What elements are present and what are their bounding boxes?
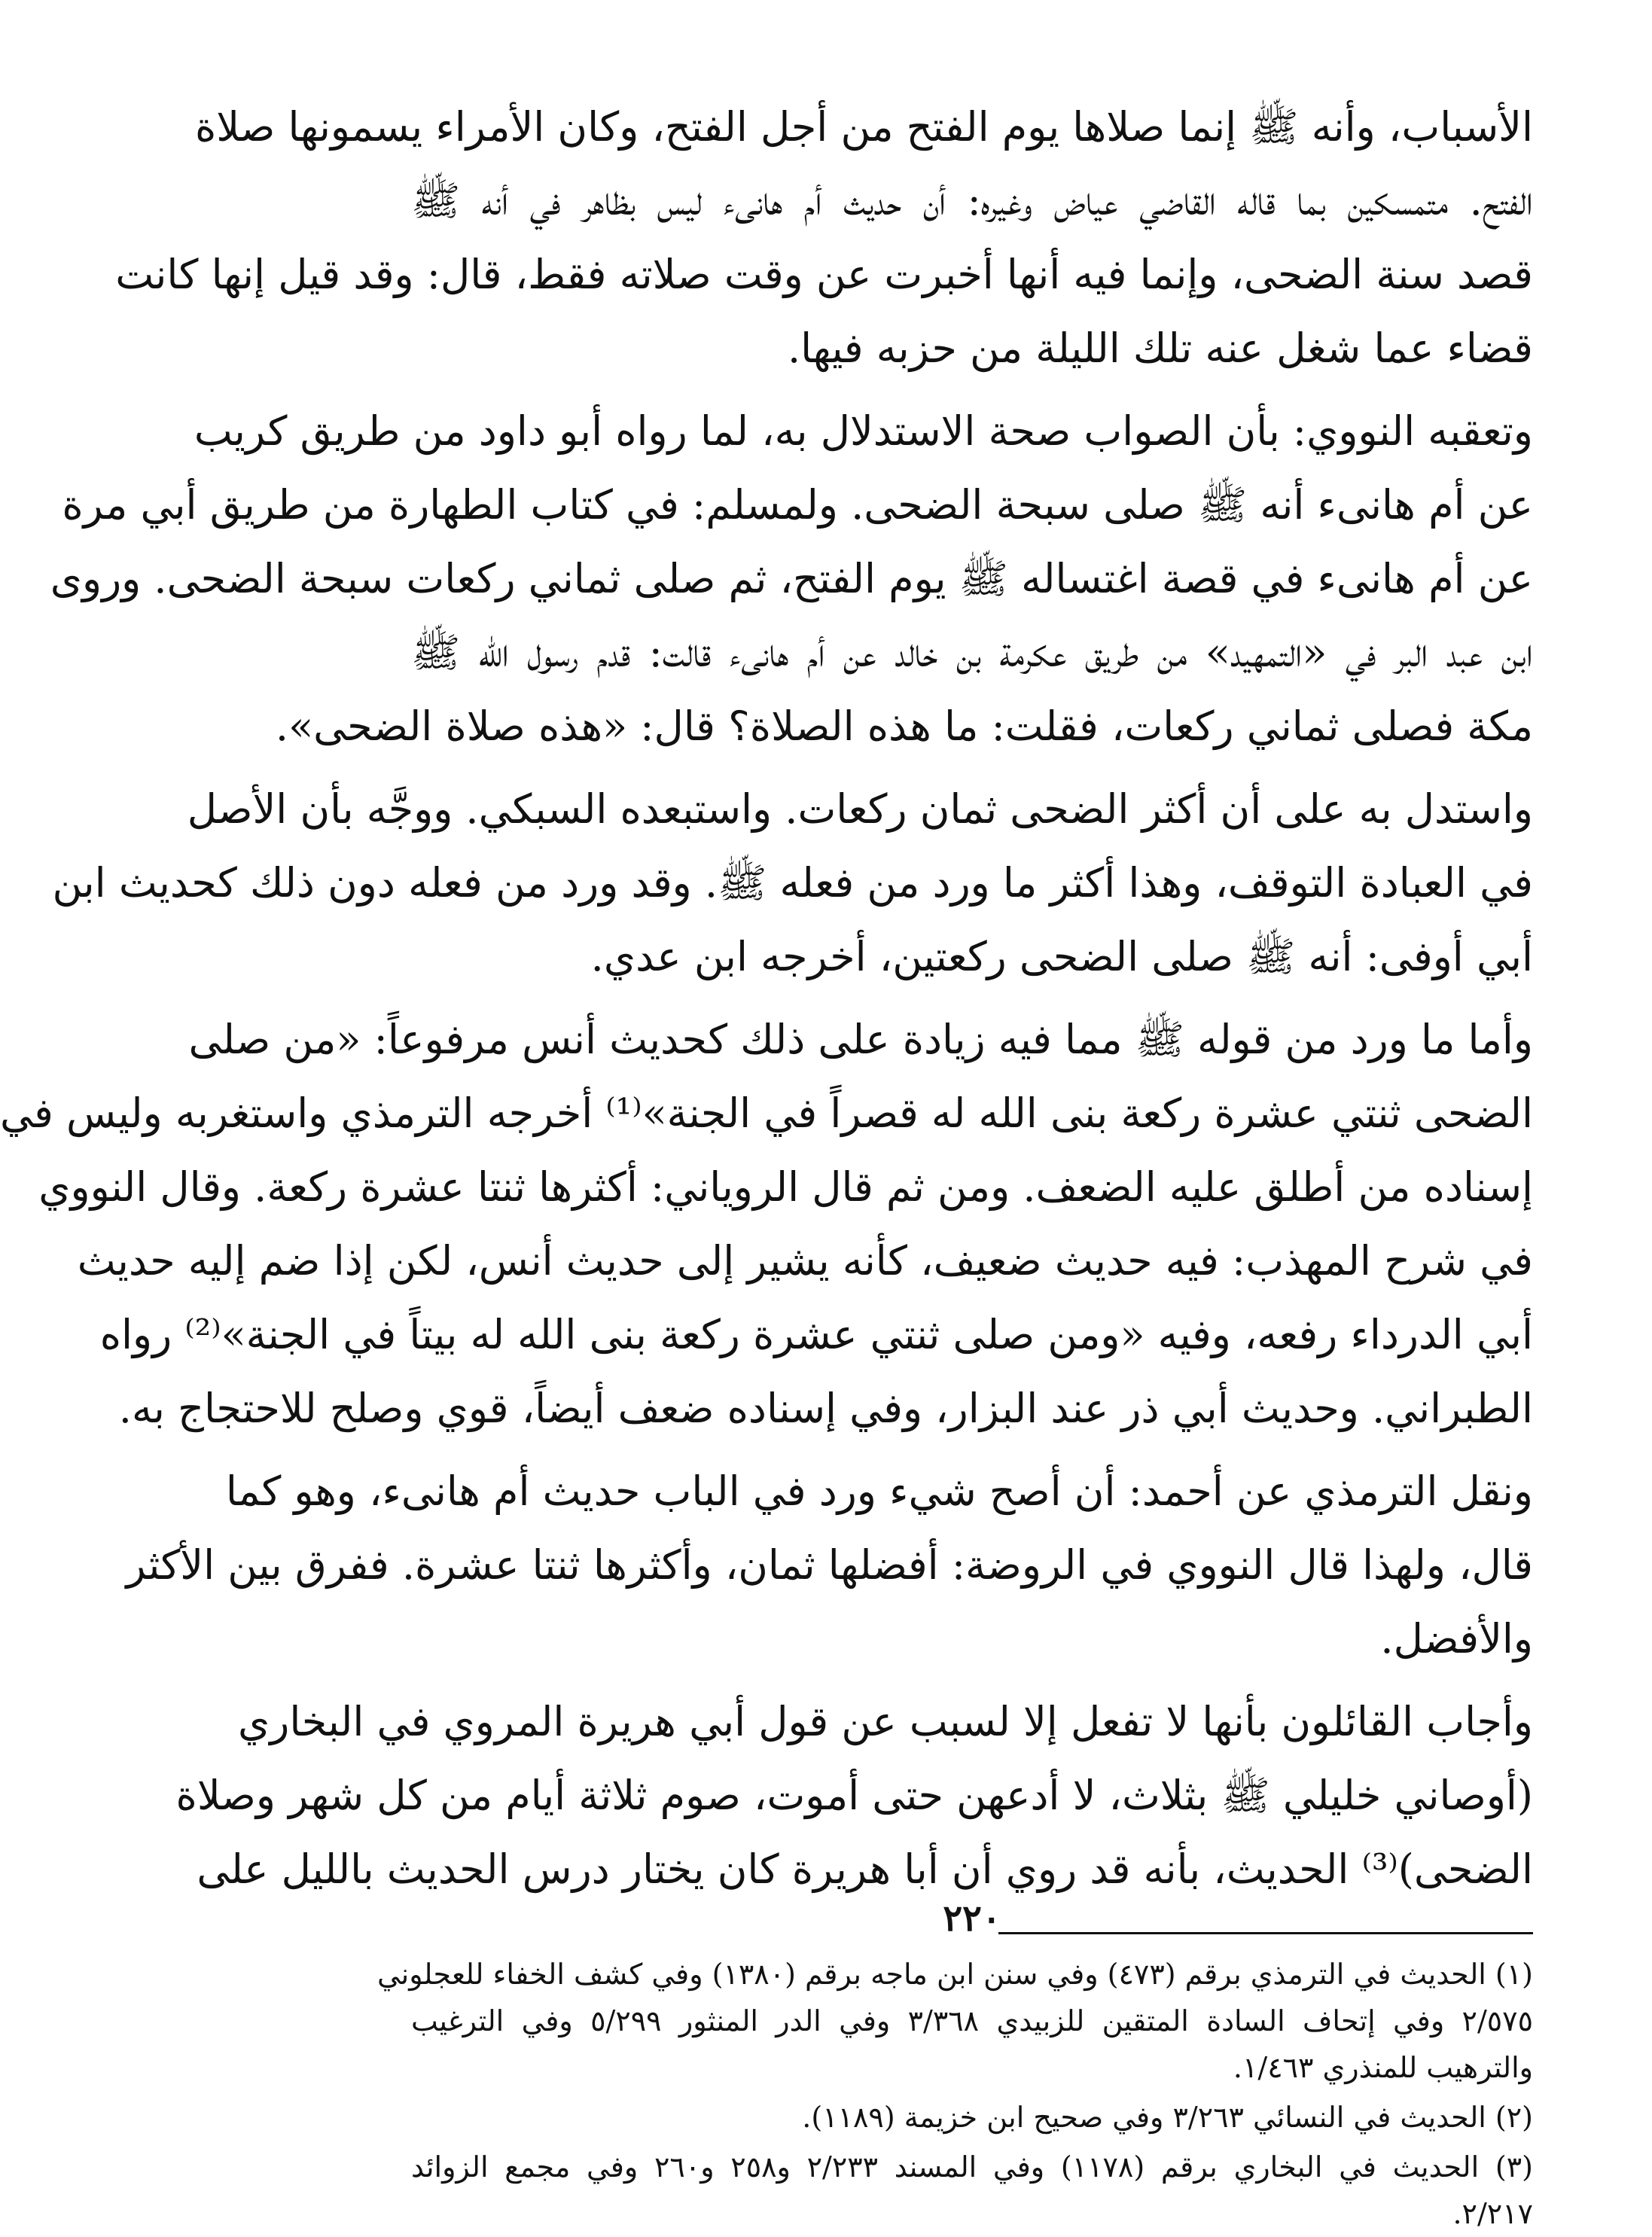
text-line: أبي أوفى: أنه ﷺ صلى الضحى ركعتين، أخرجه ابن عدي. bbox=[590, 933, 1533, 980]
footnote-line: (١) الحديث في الترمذي برقم (٤٧٣) وفي سنن ابن ماجه برقم (١٣٨٠) وفي كشف الخفاء للعجلوني bbox=[376, 1958, 1533, 1991]
footnotes bbox=[376, 1951, 1533, 2237]
text-line: الأسباب، وأنه ﷺ إنما صلاها يوم الفتح من أجل الفتح، وكان الأمراء يسمونها صلاة bbox=[194, 103, 1533, 151]
text-line: (أوصاني خليلي ﷺ بثلاث، لا أدعهن حتى أموت، صوم ثلاثة أيام من كل شهر وصلاة bbox=[175, 1772, 1533, 1819]
text-line: والأفضل. bbox=[1380, 1615, 1533, 1663]
text-line: قصد سنة الضحى، وإنما فيه أنها أخبرت عن وقت صلاته فقط، قال: وقد قيل إنها كانت bbox=[115, 251, 1533, 298]
text-line: مكة فصلى ثماني ركعات، فقلت: ما هذه الصلاة؟ قال: «هذه صلاة الضحى». bbox=[275, 702, 1533, 750]
footnote-line: والترهيب للمنذري ١/٤٦٣. bbox=[1233, 2051, 1533, 2084]
text-line: في شرح المهذب: فيه حديث ضعيف، كأنه يشير إلى حديث أنس، لكن إذا ضم إليه حديث bbox=[77, 1237, 1533, 1285]
text-line: أبي الدرداء رفعه، وفيه «ومن صلى ثنتي عشرة ركعة بنى الله له بيتاً في الجنة»⁽²⁾ رواه bbox=[99, 1311, 1533, 1358]
text-line: الطبراني. وحديث أبي ذر عند البزار، وفي إسناده ضعف أيضاً، قوي وصلح للاحتجاج به. bbox=[118, 1385, 1533, 1432]
text-line: ابن عبد البر في «التمهيد» من طريق عكرمة بن خالد عن أم هانىء قالت: قدم رسول الله ﷺ bbox=[411, 629, 1533, 676]
footnote-line: ٢/٢١٧. bbox=[1452, 2197, 1533, 2230]
footnote-line: (٢) الحديث في النسائي ٣/٢٦٣ وفي صحيح ابن خزيمة (١١٨٩). bbox=[802, 2101, 1533, 2134]
text-line: عن أم هانىء في قصة اغتساله ﷺ يوم الفتح، ثم صلى ثماني ركعات سبحة الضحى. وروى bbox=[50, 555, 1533, 602]
text-line: واستدل به على أن أكثر الضحى ثمان ركعات. واستبعده السبكي. ووجَّه بأن الأصل bbox=[187, 785, 1533, 833]
footnote-line: (٣) الحديث في البخاري برقم (١١٧٨) وفي المسند ٢/٢٣٣ و٢٥٨ و٢٦٠ وفي مجمع الزوائد bbox=[411, 2150, 1533, 2184]
text-line: الضحى)⁽³⁾ الحديث، بأنه قد روي أن أبا هريرة كان يختار درس الحديث بالليل على bbox=[197, 1845, 1533, 1893]
text-line: قضاء عما شغل عنه تلك الليلة من حزبه فيها. bbox=[787, 325, 1533, 372]
page-number: ٢٢٠ bbox=[943, 1897, 1001, 1940]
footnote-line: ٢/٥٧٥ وفي إتحاف السادة المتقين للزبيدي ٣/٣٦٨ وفي الدر المنثور ٥/٢٩٩ وفي الترغيب bbox=[411, 2004, 1533, 2037]
text-line: عن أم هانىء أنه ﷺ صلى سبحة الضحى. ولمسلم: في كتاب الطهارة من طريق أبي مرة bbox=[62, 481, 1533, 529]
text-line: وأجاب القائلون بأنها لا تفعل إلا لسبب عن قول أبي هريرة المروي في البخاري bbox=[237, 1698, 1533, 1745]
main-text bbox=[0, 90, 1533, 1906]
text-line: وأما ما ورد من قوله ﷺ مما فيه زيادة على ذلك كحديث أنس مرفوعاً: «من صلى bbox=[188, 1016, 1533, 1063]
text-line: وتعقبه النووي: بأن الصواب صحة الاستدلال به، لما رواه أبو داود من طريق كريب bbox=[194, 407, 1533, 455]
text-line: الفتح. متمسكين بما قاله القاضي عياض وغيره: أن حديث أم هانىء ليس بظاهر في أنه ﷺ bbox=[411, 177, 1533, 224]
text-line: في العبادة التوقف، وهذا أكثر ما ورد من فعله ﷺ. وقد ورد من فعله دون ذلك كحديث ابن bbox=[52, 859, 1533, 907]
text-line: الضحى ثنتي عشرة ركعة بنى الله له قصراً في الجنة»⁽¹⁾ أخرجه الترمذي واستغربه وليس في bbox=[0, 1090, 1533, 1137]
text-line: إسناده من أطلق عليه الضعف. ومن ثم قال الروياني: أكثرها ثنتا عشرة ركعة. وقال النووي bbox=[38, 1163, 1533, 1211]
text-line: قال، ولهذا قال النووي في الروضة: أفضلها ثمان، وأكثرها ثنتا عشرة. ففرق بين الأكثر bbox=[126, 1541, 1533, 1589]
text-line: ونقل الترمذي عن أحمد: أن أصح شيء ورد في الباب حديث أم هانىء، وهو كما bbox=[225, 1467, 1533, 1515]
